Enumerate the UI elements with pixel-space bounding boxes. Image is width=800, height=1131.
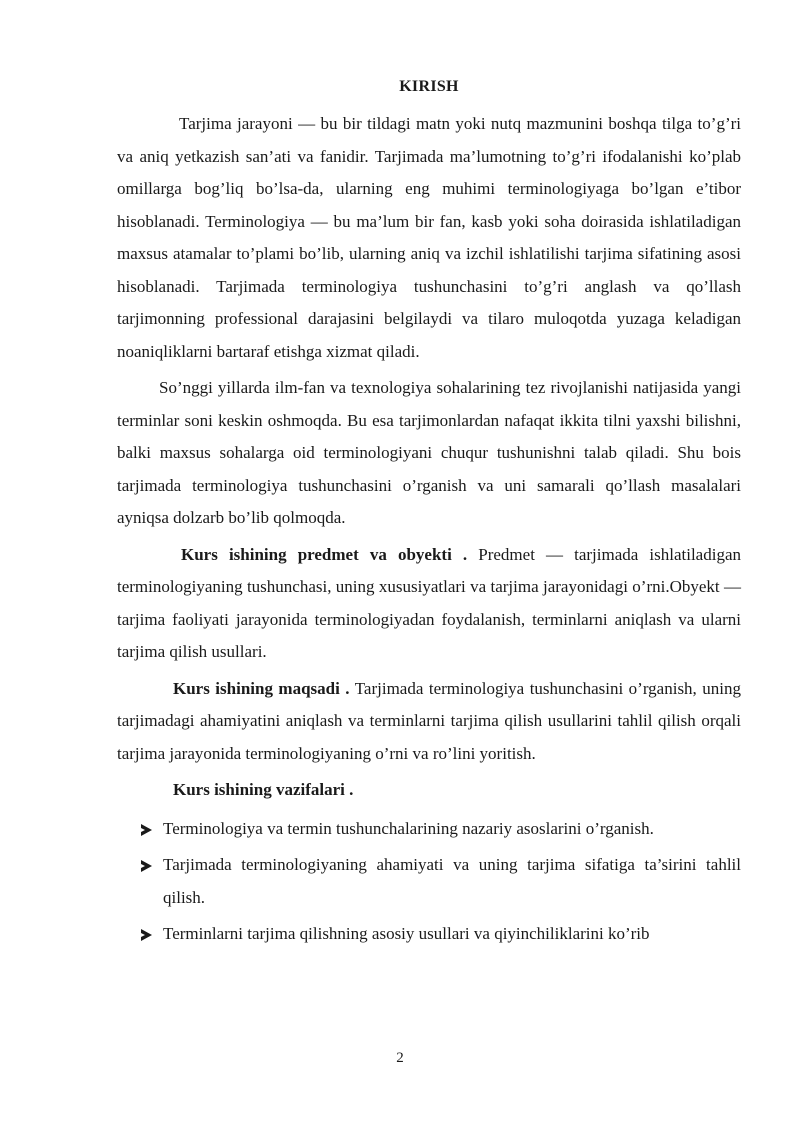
tasks-list (117, 813, 741, 951)
subject-object-paragraph (117, 539, 741, 669)
arrow-bullet-icon (141, 824, 152, 836)
tasks-heading: Kurs ishining vazifalari . (173, 780, 354, 799)
list-item (117, 849, 741, 914)
arrow-bullet-icon (141, 929, 152, 941)
goal-heading: Kurs ishining maqsadi . (173, 678, 350, 698)
page-title: KIRISH (399, 78, 459, 95)
arrow-bullet-icon (141, 860, 152, 872)
subject-object-heading: Kurs ishining predmet va obyekti . (181, 544, 468, 564)
task-text: Terminologiya va termin tushunchalarining nazariy asoslarini o’rganish. (163, 818, 654, 838)
task-text: Terminlarni tarjima qilishning asosiy usullari va qiyinchiliklarini ko’rib (163, 924, 650, 943)
task-text: Tarjimada terminologiyaning ahamiyati va uning tarjima sifatiga ta’sirini tahlil qilish. (163, 855, 741, 907)
context-paragraph: So’nggi yillarda ilm-fan va texnologiya sohalarining tez rivojlanishi natijasida yangi terminlar soni keskin oshmoqda. Bu esa tarjimonlardan nafaqat ikkita tilni yaxshi bilishni, balki maxsus sohalarga oid terminologiyani chuqur tushunishni talab qiladi. Shu bois tarjimada terminologiya tushunchasini o’rganish va uni samarali qo’llash masalalari ayniqsa dolzarb bo’lib qolmoqda. (117, 378, 741, 527)
list-item (117, 813, 741, 846)
subject-object-text: Predmet — tarjimada ishlatiladigan terminologiyaning tushunchasi, uning xususiyatlari va tarjima jarayonidagi o’rni.Obyekt — tarjima faoliyati jarayonida terminologiyadan foydalanish, terminlarni aniqlash va ularni tarjima qilish usullari. (117, 544, 741, 661)
goal-text: Tarjimada terminologiya tushunchasini o’rganish, uning tarjimadagi ahamiyatini aniqlash va terminlarni tarjima qilish usullarini tahlil qilish orqali tarjima jarayonida terminologiyaning o’rni va ro’lini yoritish. (117, 678, 741, 763)
intro-paragraph: Tarjima jarayoni — bu bir tildagi matn yoki nutq mazmunini boshqa tilga to’g’ri va aniq yetkazish san’ati va fanidir. Tarjimada ma’lumotning to’g’ri ifodalanishi ko’plab omillarga bog’liq bo’lsa-da, ularning eng muhimi terminologiyaga bo’lgan e’tibor hisoblanadi. Terminologiya — bu ma’lum bir fan, kasb yoki soha doirasida ishlatiladigan maxsus atamalar to’plami bo’lib, ularning aniq va izchil ishlatilishi tarjima sifatining asosi hisoblanadi. Tarjimada terminologiya tushunchasini to’g’ri anglash va qo’llash tarjimonning professional darajasini belgilaydi va tilaro muloqotda yuzaga keladigan noaniqliklarni bartaraf etishga xizmat qiladi. (117, 114, 741, 361)
goal-paragraph (117, 673, 741, 771)
page-number: 2 (396, 1050, 404, 1066)
list-item (117, 918, 741, 951)
